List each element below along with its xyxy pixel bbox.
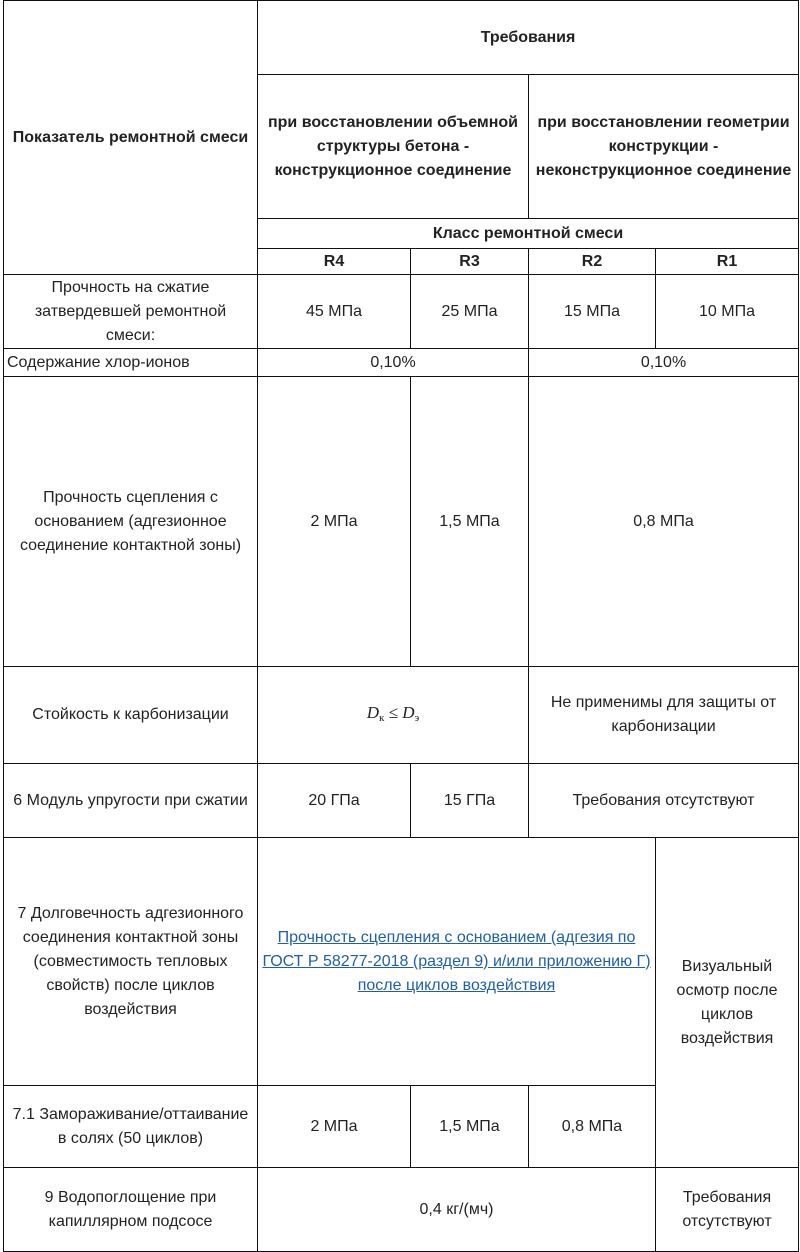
compressive-r4: 45 МПа — [258, 275, 411, 349]
class-r2: R2 — [529, 249, 656, 275]
adhesion-r4: 2 МПа — [258, 377, 411, 667]
freeze-r3: 1,5 МПа — [411, 1086, 529, 1168]
nonstructural-header: при восстановлении геометрии конструкции - неконструкционное соединение — [529, 75, 799, 219]
modulus-r2r1: Требования отсутствуют — [529, 764, 799, 838]
water-label: 9 Водопоглощение при капиллярном подсосе — [4, 1168, 258, 1252]
chloride-nonstructural: 0,10% — [529, 349, 799, 377]
requirements-header: Требования — [258, 1, 799, 75]
durability-row — [4, 838, 799, 1086]
modulus-r4: 20 ГПа — [258, 764, 411, 838]
gost-link[interactable]: Прочность сцепления с основанием (адгезия по ГОСТ Р 58277-2018 (раздел 9) и/или приложению Г) после циклов воздействия — [262, 928, 651, 994]
compressive-r2: 15 МПа — [529, 275, 656, 349]
modulus-label: 6 Модуль упругости при сжатии — [4, 764, 258, 838]
freeze-r2: 0,8 МПа — [529, 1086, 656, 1168]
freeze-label: 7.1 Замораживание/оттаивание в солях (50 циклов) — [4, 1086, 258, 1168]
carbonation-formula — [258, 667, 529, 764]
carbonation-row — [4, 667, 799, 764]
chloride-label: Содержание хлор-ионов — [4, 349, 258, 377]
durability-label: 7 Долговечность адгезионного соединения контактной зоны (совместимость тепловых свойств) после циклов воздействия — [4, 838, 258, 1086]
class-label: Класс ремонтной смеси — [258, 219, 799, 249]
class-r1: R1 — [656, 249, 799, 275]
compressive-label: Прочность на сжатие затвердевшей ремонтной смеси: — [4, 275, 258, 349]
compressive-r1: 10 МПа — [656, 275, 799, 349]
compressive-r3: 25 МПа — [411, 275, 529, 349]
header-row-1 — [4, 1, 799, 75]
chloride-row — [4, 349, 799, 377]
durability-link-cell — [258, 838, 656, 1086]
water-row — [4, 1168, 799, 1252]
class-r4: R4 — [258, 249, 411, 275]
adhesion-row — [4, 377, 799, 667]
carbonation-nonstructural: Не применимы для защиты от карбонизации — [529, 667, 799, 764]
class-r3: R3 — [411, 249, 529, 275]
formula: $D_к \le D_э$ — [366, 702, 420, 724]
water-r4r3r2: 0,4 кг/(мч) — [258, 1168, 656, 1252]
modulus-row — [4, 764, 799, 838]
carbonation-label: Стойкость к карбонизации — [4, 667, 258, 764]
adhesion-r2r1: 0,8 МПа — [529, 377, 799, 667]
durability-r1: Визуальный осмотр после циклов воздействия — [656, 838, 799, 1168]
adhesion-r3: 1,5 МПа — [411, 377, 529, 667]
compressive-row — [4, 275, 799, 349]
chloride-structural: 0,10% — [258, 349, 529, 377]
structural-header: при восстановлении объемной структуры бетона - конструкционное соединение — [258, 75, 529, 219]
adhesion-label: Прочность сцепления с основанием (адгезионное соединение контактной зоны) — [4, 377, 258, 667]
indicator-header: Показатель ремонтной смеси — [4, 1, 258, 275]
water-r1: Требования отсутствуют — [656, 1168, 799, 1252]
modulus-r3: 15 ГПа — [411, 764, 529, 838]
freeze-r4: 2 МПа — [258, 1086, 411, 1168]
requirements-table — [3, 0, 799, 1252]
